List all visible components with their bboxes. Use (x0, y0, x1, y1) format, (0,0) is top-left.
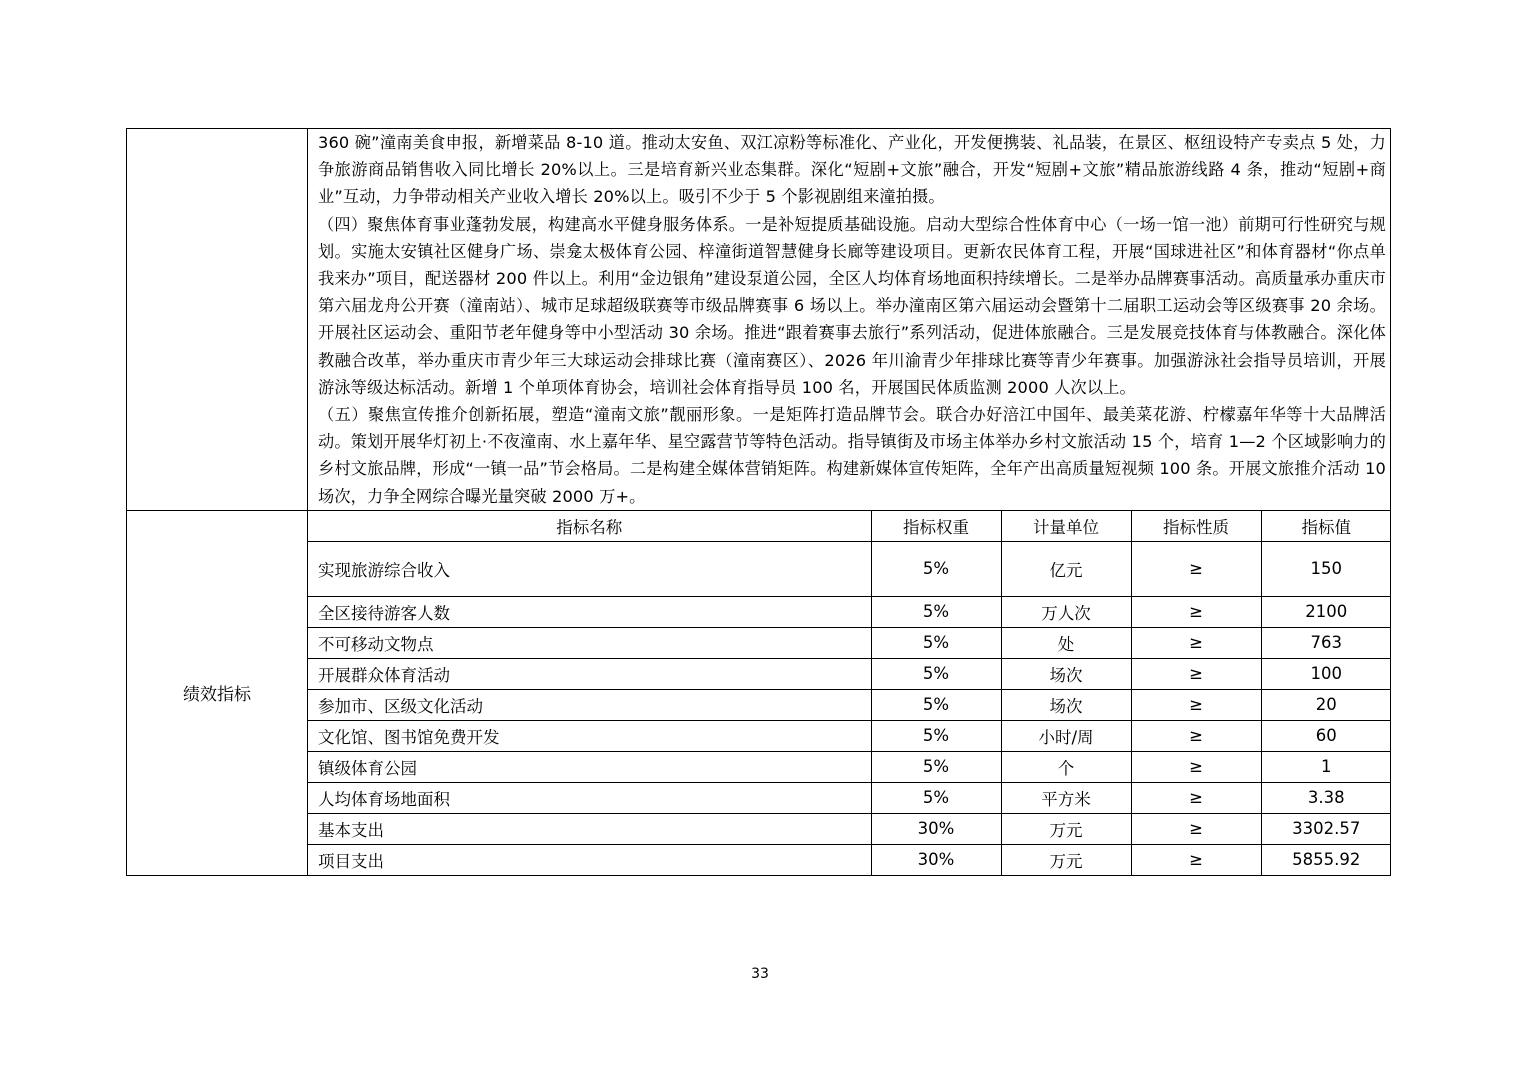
indicator-value: 60 (1261, 720, 1391, 751)
header-unit: 计量单位 (1001, 511, 1131, 542)
indicator-value: 763 (1261, 627, 1391, 658)
indicator-weight: 30% (871, 844, 1001, 875)
indicator-nature: ≥ (1131, 627, 1261, 658)
indicator-weight: 5% (871, 596, 1001, 627)
indicator-name: 开展群众体育活动 (308, 658, 871, 689)
table-row (308, 720, 1391, 751)
header-nature: 指标性质 (1131, 511, 1261, 542)
indicator-value: 5855.92 (1261, 844, 1391, 875)
table-row (308, 541, 1391, 596)
indicator-value: 150 (1261, 541, 1391, 596)
performance-row (127, 510, 1391, 875)
indicator-unit: 小时/周 (1001, 720, 1131, 751)
table-row (308, 813, 1391, 844)
indicator-nature: ≥ (1131, 658, 1261, 689)
table-row (308, 596, 1391, 627)
indicator-name: 不可移动文物点 (308, 627, 871, 658)
plan-text-cell (308, 129, 1391, 511)
performance-section-label: 绩效指标 (127, 510, 308, 875)
table-row (308, 782, 1391, 813)
indicator-weight: 30% (871, 813, 1001, 844)
indicator-value: 3.38 (1261, 782, 1391, 813)
indicator-value: 20 (1261, 689, 1391, 720)
indicator-nature: ≥ (1131, 541, 1261, 596)
performance-table (308, 511, 1391, 875)
indicator-nature: ≥ (1131, 782, 1261, 813)
indicator-name: 人均体育场地面积 (308, 782, 871, 813)
indicator-nature: ≥ (1131, 844, 1261, 875)
indicator-weight: 5% (871, 658, 1001, 689)
indicator-nature: ≥ (1131, 720, 1261, 751)
indicator-name: 镇级体育公园 (308, 751, 871, 782)
indicator-unit: 万元 (1001, 813, 1131, 844)
indicator-nature: ≥ (1131, 813, 1261, 844)
indicator-value: 100 (1261, 658, 1391, 689)
indicator-unit: 亿元 (1001, 541, 1131, 596)
table-row (308, 658, 1391, 689)
plan-text-row (127, 129, 1391, 511)
plan-paragraph: 360 碗”潼南美食申报，新增菜品 8-10 道。推动太安鱼、双江凉粉等标准化、产业化，开发便携装、礼品装，在景区、枢纽设特产专卖点 5 处，力争旅游商品销售收入同比增长 20%以上。三是培育新兴业态集群。深化“短剧+文旅”融合，开发“短剧+文旅”精品旅游线路 4 条，推动“短剧+商业”互动，力争带动相关产业收入增长 20%以上。吸引不少于 5 个影视剧组来潼拍摄。 (318, 133, 1386, 207)
indicator-weight: 5% (871, 782, 1001, 813)
indicator-name: 项目支出 (308, 844, 871, 875)
indicator-nature: ≥ (1131, 689, 1261, 720)
header-indicator-name: 指标名称 (308, 511, 871, 542)
indicator-unit: 场次 (1001, 658, 1131, 689)
indicator-unit: 万元 (1001, 844, 1131, 875)
indicator-unit: 场次 (1001, 689, 1131, 720)
indicator-unit: 平方米 (1001, 782, 1131, 813)
document-table (126, 128, 1391, 876)
indicator-weight: 5% (871, 627, 1001, 658)
indicator-unit: 处 (1001, 627, 1131, 658)
indicator-unit: 万人次 (1001, 596, 1131, 627)
indicator-value: 1 (1261, 751, 1391, 782)
table-row (308, 627, 1391, 658)
plan-paragraph: （四）聚焦体育事业蓬勃发展，构建高水平健身服务体系。一是补短提质基础设施。启动大型综合性体育中心（一场一馆一池）前期可行性研究与规划。实施太安镇社区健身广场、崇龛太极体育公园、梓潼街道智慧健身长廊等建设项目。更新农民体育工程，开展“国球进社区”和体育器材“你点单我来办”项目，配送器材 200 件以上。利用“金边银角”建设泵道公园，全区人均体育场地面积持续增长。二是举办品牌赛事活动。高质量承办重庆市第六届龙舟公开赛（潼南站）、城市足球超级联赛等市级品牌赛事 6 场以上。举办潼南区第六届运动会暨第十二届职工运动会等区级赛事 20 余场。开展社区运动会、重阳节老年健身等中小型活动 30 余场。推进“跟着赛事去旅行”系列活动，促进体旅融合。三是发展竞技体育与体教融合。深化体教融合改革，举办重庆市青少年三大球运动会排球比赛（潼南赛区）、2026 年川渝青少年排球比赛等青少年赛事。加强游泳社会指导员培训，开展游泳等级达标活动。新增 1 个单项体育协会，培训社会体育指导员 100 名，开展国民体质监测 2000 人次以上。 (318, 214, 1386, 397)
indicator-name: 全区接待游客人数 (308, 596, 871, 627)
indicator-nature: ≥ (1131, 596, 1261, 627)
indicator-weight: 5% (871, 720, 1001, 751)
table-row (308, 751, 1391, 782)
indicator-weight: 5% (871, 541, 1001, 596)
performance-table-cell (308, 510, 1391, 875)
indicator-name: 参加市、区级文化活动 (308, 689, 871, 720)
indicator-value: 2100 (1261, 596, 1391, 627)
performance-header-row (308, 511, 1391, 542)
page-number: 33 (751, 966, 769, 982)
indicator-unit: 个 (1001, 751, 1131, 782)
indicator-nature: ≥ (1131, 751, 1261, 782)
indicator-name: 文化馆、图书馆免费开发 (308, 720, 871, 751)
table-row (308, 689, 1391, 720)
indicator-name: 基本支出 (308, 813, 871, 844)
table-row (308, 844, 1391, 875)
indicator-weight: 5% (871, 689, 1001, 720)
indicator-value: 3302.57 (1261, 813, 1391, 844)
header-value: 指标值 (1261, 511, 1391, 542)
empty-label-cell (127, 129, 308, 511)
header-weight: 指标权重 (871, 511, 1001, 542)
plan-paragraph: （五）聚焦宣传推介创新拓展，塑造“潼南文旅”靓丽形象。一是矩阵打造品牌节会。联合办好涪江中国年、最美菜花游、柠檬嘉年华等十大品牌活动。策划开展华灯初上·不夜潼南、水上嘉年华、星空露营节等特色活动。指导镇街及市场主体举办乡村文旅活动 15 个，培育 1—2 个区域影响力的乡村文旅品牌，形成“一镇一品”节会格局。二是构建全媒体营销矩阵。构建新媒体宣传矩阵，全年产出高质量短视频 100 条。开展文旅推介活动 10 场次，力争全网综合曝光量突破 2000 万+。 (318, 405, 1386, 506)
indicator-weight: 5% (871, 751, 1001, 782)
indicator-name: 实现旅游综合收入 (308, 541, 871, 596)
